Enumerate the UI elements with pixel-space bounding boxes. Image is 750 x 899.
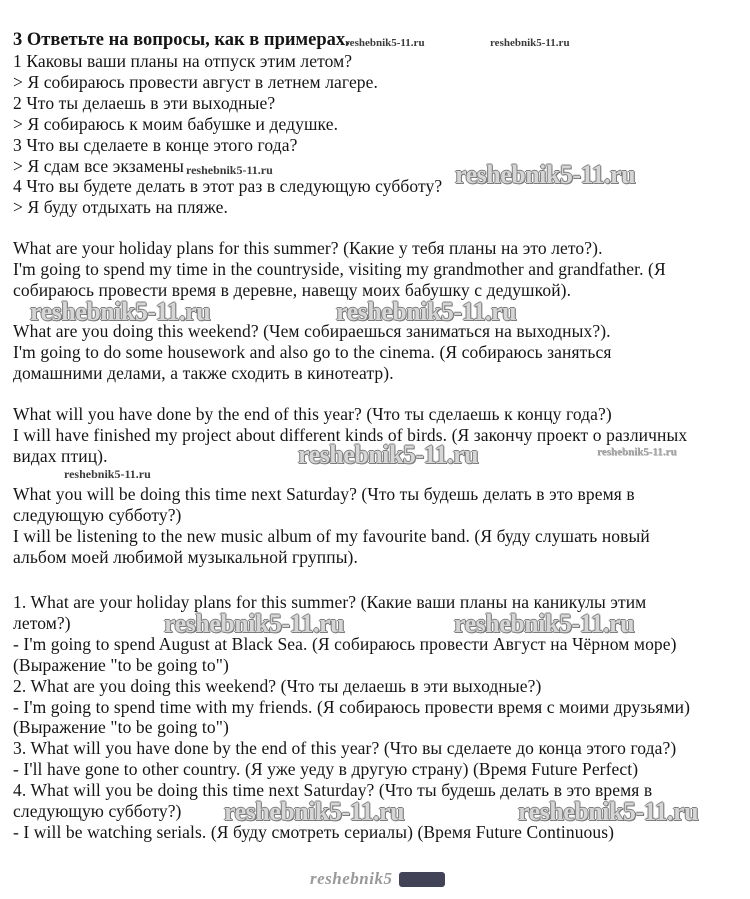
text-line: > Я буду отдыхать на пляже. xyxy=(13,197,228,218)
watermark-small: reshebnik5-11.ru xyxy=(186,163,273,177)
text-line: I'm going to do some housework and also go to the cinema. (Я собираюсь заняться xyxy=(13,341,612,362)
watermark-big: reshebnik5-11.ru xyxy=(336,297,517,326)
text-line: собираюсь провести время в деревне, навещу моих бабушку с дедушкой). xyxy=(13,279,572,300)
text-line: - I'm going to spend time with my friends. (Я собираюсь провести время с моими друзьями) xyxy=(13,696,691,717)
text-line: - I'm going to spend August at Black Sea. (Я собираюсь провести Август на Чёрном море) xyxy=(13,633,677,654)
example-paragraph-2 xyxy=(13,321,611,384)
text-line: следующую субботу?) xyxy=(13,801,182,822)
watermark-big: reshebnik5-11.ru xyxy=(454,609,635,638)
watermark-small: reshebnik5-11.ru xyxy=(597,446,677,458)
text-line: What you will be doing this time next Saturday? (Что ты будешь делать в это время в xyxy=(13,484,635,504)
text-line: > Я сдам все экзамены xyxy=(13,155,184,176)
text-line: > Я собираюсь к моим бабушке и дедушке. xyxy=(13,113,339,134)
text-line: I will have finished my project about different kinds of birds. (Я закончу проект о различных xyxy=(13,424,688,445)
site-logo-badge-icon xyxy=(399,872,445,887)
exercise-title: 3 Ответьте на вопросы, как в примерах. xyxy=(13,30,350,50)
text-line: 3 Что вы сделаете в конце этого года? xyxy=(13,134,298,155)
site-logo xyxy=(310,869,445,889)
text-line: следующую субботу?) xyxy=(13,504,182,525)
watermark-big: reshebnik5-11.ru xyxy=(30,297,211,326)
watermark-small: reshebnik5-11.ru xyxy=(64,467,151,481)
text-line: 4 Что вы будете делать в этот раз в следующую субботу? xyxy=(13,176,443,197)
text-line: 3. What will you have done by the end of this year? (Что вы сделаете до конца этого года?) xyxy=(13,738,677,759)
text-line: домашними делами, а также сходить в кинотеатр). xyxy=(13,362,394,383)
watermark-small: reshebnik5-11.ru xyxy=(345,37,425,49)
watermark-big: reshebnik5-11.ru xyxy=(224,797,405,826)
exercise-block xyxy=(13,30,442,218)
text-line: летом?) xyxy=(13,612,71,633)
text-line: (Выражение "to be going to") xyxy=(13,717,229,738)
text-line: 2 Что ты делаешь в эти выходные? xyxy=(13,92,276,113)
text-line: - I'll have gone to other country. (Я уже уеду в другую страну) (Время Future Perfect) xyxy=(13,759,639,780)
text-line: 4. What will you be doing this time next Saturday? (Что ты будешь делать в это время в xyxy=(13,780,653,801)
text-line: 1. What are your holiday plans for this summer? (Какие ваши планы на каникулы этим xyxy=(13,592,647,612)
text-line: What are you doing this weekend? (Чем собираешься заниматься на выходных?). xyxy=(13,321,611,341)
text-line: (Выражение "to be going to") xyxy=(13,654,229,675)
text-line: I will be listening to the new music album of my favourite band. (Я буду слушать новый xyxy=(13,525,650,546)
text-line: What are your holiday plans for this summer? (Какие у тебя планы на это лето?). xyxy=(13,238,603,258)
text-line: 2. What are you doing this weekend? (Что ты делаешь в эти выходные?) xyxy=(13,675,542,696)
text-line: - I will be watching serials. (Я буду смотреть сериалы) (Время Future Continuous) xyxy=(13,821,615,842)
text-line: > Я собираюсь провести август в летнем лагере. xyxy=(13,71,378,92)
watermark-big: reshebnik5-11.ru xyxy=(455,160,636,189)
text-line: 1 Каковы ваши планы на отпуск этим летом? xyxy=(13,51,353,71)
text-line: видах птиц). xyxy=(13,445,108,466)
watermark-small: reshebnik5-11.ru xyxy=(490,37,570,49)
example-paragraph-1 xyxy=(13,238,666,301)
example-paragraph-4 xyxy=(13,484,650,568)
watermark-big: reshebnik5-11.ru xyxy=(518,797,699,826)
text-line: What will you have done by the end of this year? (Что ты сделаешь к концу года?) xyxy=(13,404,612,424)
watermark-big: reshebnik5-11.ru xyxy=(164,609,345,638)
text-line: I'm going to spend my time in the countryside, visiting my grandmother and grandfather. (Я xyxy=(13,258,666,279)
watermark-big: reshebnik5-11.ru xyxy=(298,440,479,469)
text-line: альбом моей любимой музыкальной группы). xyxy=(13,546,358,567)
site-logo-text: reshebnik5 xyxy=(310,869,393,888)
